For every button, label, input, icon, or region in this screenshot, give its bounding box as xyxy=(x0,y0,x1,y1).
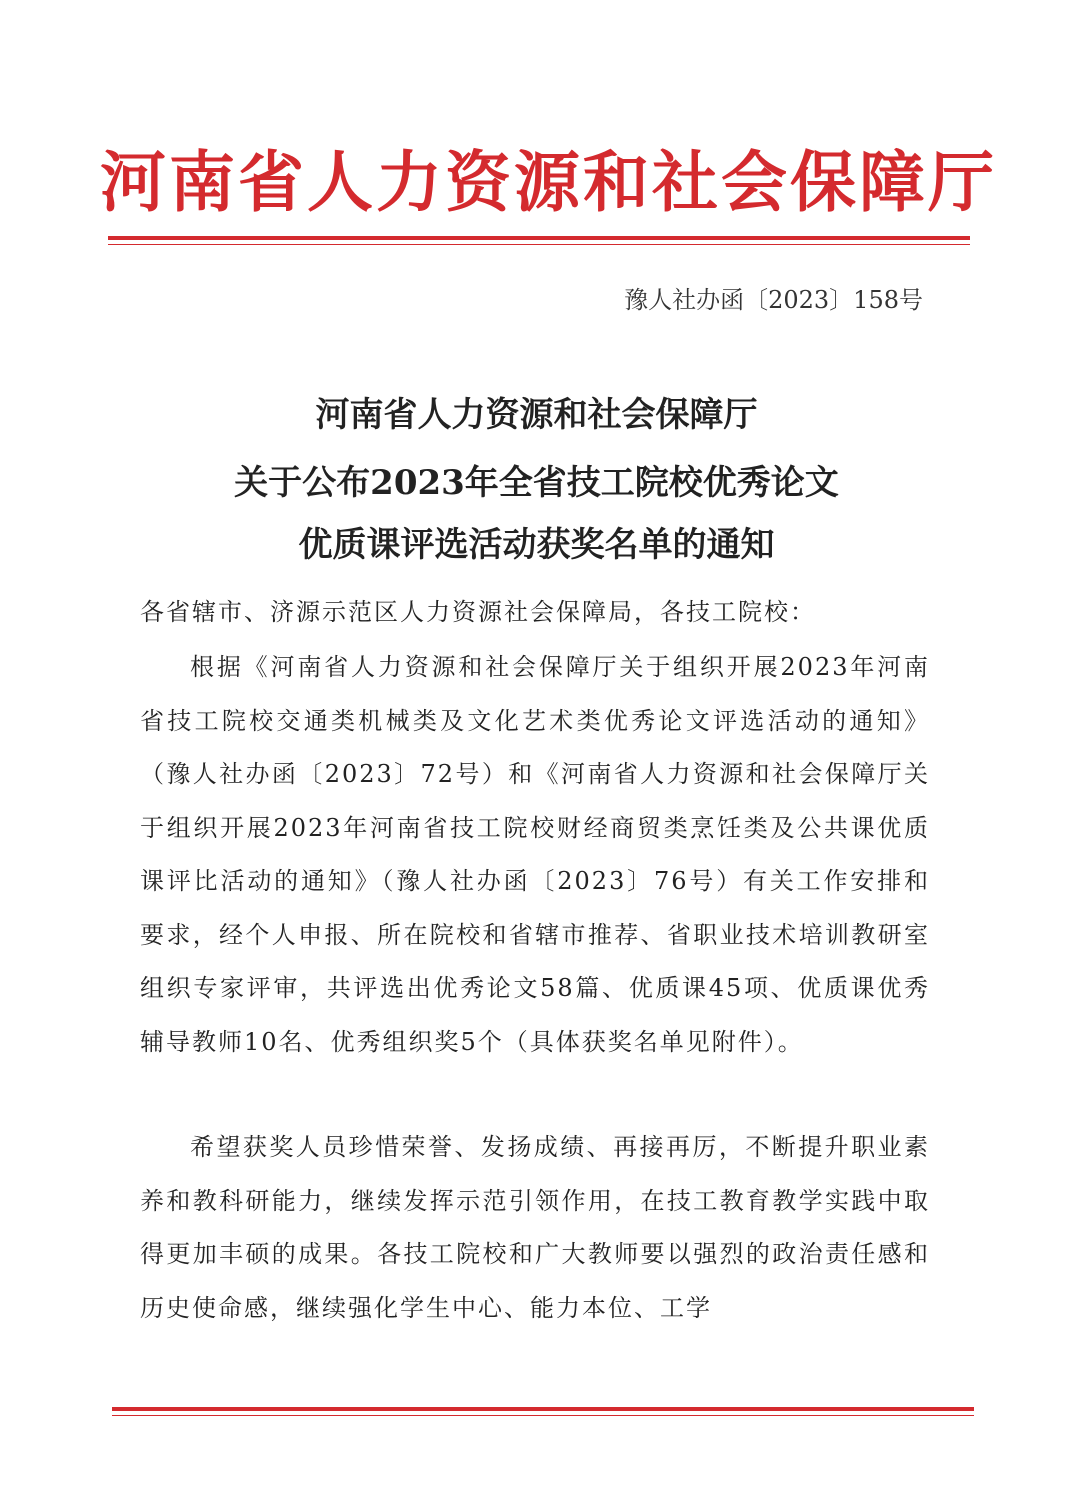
footer-divider-thin xyxy=(112,1415,974,1416)
body-paragraph-2: 希望获奖人员珍惜荣誉、发扬成绩、再接再厉，不断提升职业素养和教科研能力，继续发挥示范引领作用，在技工教育教学实践中取得更加丰硕的成果。各技工院校和广大教师要以强烈的政治责任感和历史使命感，继续强化学生中心、能力本位、工学 xyxy=(140,1133,930,1322)
title-line-2: 关于公布2023年全省技工院校优秀论文 xyxy=(234,463,839,503)
header-divider xyxy=(108,236,970,240)
title-line-1: 河南省人力资源和社会保障厅 xyxy=(315,395,758,435)
body-paragraph-1: 根据《河南省人力资源和社会保障厅关于组织开展2023年河南省技工院校交通类机械类及文化艺术类优秀论文评选活动的通知》（豫人社办函〔2023〕72号）和《河南省人力资源和社会保障厅关于组织开展2023年河南省技工院校财经商贸类烹饪类及公共课优质课评比活动的通知》（豫人社办函〔2023〕76号）有关工作安排和要求，经个人申报、所在院校和省辖市推荐、省职业技术培训教研室组织专家评审，共评选出优秀论文58篇、优质课45项、优质课优秀辅导教师10名、优秀组织奖5个（具体获奖名单见附件）。 xyxy=(140,653,930,1056)
addressee: 各省辖市、济源示范区人力资源社会保障局，各技工院校： xyxy=(140,598,816,626)
header-divider-thin xyxy=(108,244,970,245)
footer-divider xyxy=(112,1407,974,1411)
organization-header: 河南省人力资源和社会保障厅 xyxy=(100,144,997,221)
document-number: 豫人社办函〔2023〕158号 xyxy=(624,286,923,314)
title-line-3: 优质课评选活动获奖名单的通知 xyxy=(298,525,775,565)
